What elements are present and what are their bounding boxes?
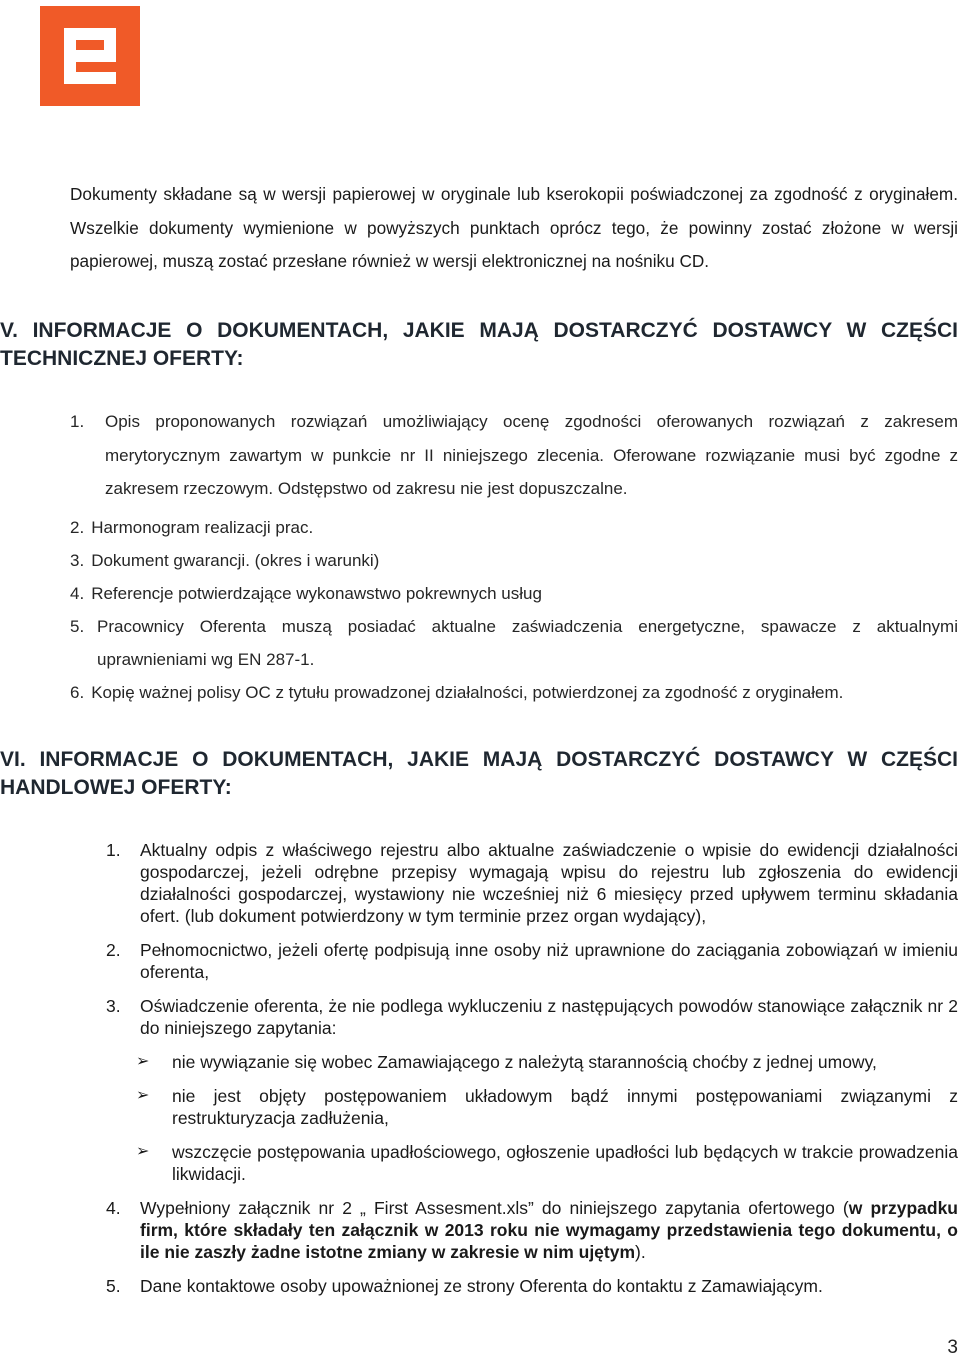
list-item-text: Dane kontaktowe osoby upoważnionej ze strony Oferenta do kontaktu z Zamawiającym. xyxy=(140,1276,823,1296)
page-number: 3 xyxy=(947,1337,958,1358)
list-item-text xyxy=(140,1197,958,1263)
list-item-text: Aktualny odpis z właściwego rejestru albo aktualne zaświadczenie o wpisie do ewidencji działalności gospodarczej, jeżeli odrębne przepisy wymagają wpisu do rejestru lub zgłoszenia do ewidencji działalności gospodarczej, wystawiony nie wcześniej niż 6 miesięcy przed upływem terminu składania ofert. (lub dokument potwierdzony w tym terminie przez organ wydający), xyxy=(140,840,958,926)
list-item-text: Pracownicy Oferenta muszą posiadać aktualne zaświadczenia energetyczne, spawacze z aktualnymi uprawnieniami wg EN 287-1. xyxy=(97,616,958,669)
list-item-number: 1. xyxy=(106,840,121,860)
section-5-heading: V. INFORMACJE O DOKUMENTACH, JAKIE MAJĄ DOSTARCZYĆ DOSTAWCY W CZĘŚCI TECHNICZNEJ OFERTY: xyxy=(0,319,958,370)
list-item-number: 6. xyxy=(70,682,85,702)
intro-paragraph xyxy=(70,178,958,279)
list-item xyxy=(106,995,958,1039)
list-item xyxy=(136,1085,958,1129)
list-item-text: Opis proponowanych rozwiązań umożliwiający ocenę zgodności oferowanych rozwiązań z zakresem merytorycznym zawartym w punkcie nr II niniejszego zlecenia. Oferowane rozwiązanie musi być zgodne z zakresem rzeczowym. Odstępstwo od zakresu nie jest dopuszczalne. xyxy=(105,412,958,498)
list-item xyxy=(106,1275,958,1297)
list-item-number: 4. xyxy=(106,1198,121,1218)
bullet-text: wszczęcie postępowania upadłościowego, ogłoszenie upadłości lub będących w trakcie prowadzenia likwidacji. xyxy=(172,1142,958,1184)
list-item xyxy=(70,676,958,709)
bullet-text: nie wywiązanie się wobec Zamawiającego z należytą starannością choćby z jednej umowy, xyxy=(172,1052,877,1072)
list-item-text: Dokument gwarancji. (okres i warunki) xyxy=(91,550,380,570)
list-item xyxy=(136,1051,958,1073)
list-item-number: 4. xyxy=(70,583,85,603)
list-item xyxy=(70,405,958,506)
arrow-bullet-icon: ➢ xyxy=(136,1143,150,1160)
arrow-bullet-icon: ➢ xyxy=(136,1087,150,1104)
list-item-text: Referencje potwierdzające wykonawstwo pokrewnych usług xyxy=(91,583,542,603)
intro-text: Dokumenty składane są w wersji papierowej w oryginale lub kserokopii poświadczonej za zgodność z oryginałem. Wszelkie dokumenty wymienione w powyższych punktach oprócz tego, że powinny zostać złożone w wersji papierowej, muszą zostać przesłane również w wersji elektronicznej na nośniku CD. xyxy=(70,184,958,271)
bullet-text: nie jest objęty postępowaniem układowym bądź innymi postępowaniami związanymi z restrukturyzacja zadłużenia, xyxy=(172,1086,958,1128)
list-item xyxy=(70,610,958,676)
list-item-text-bold: w przypadku firm, które składały ten załącznik w 2013 roku nie wymagamy przedstawienia tego dokumentu, o ile nie zaszły żadne istotne zmiany w zakresie w nim ujętym xyxy=(140,1198,958,1262)
list-item-number: 5. xyxy=(106,1276,121,1296)
exclusion-bullet-list xyxy=(106,1051,958,1185)
list-item xyxy=(70,511,958,544)
list-item xyxy=(106,839,958,927)
arrow-bullet-icon: ➢ xyxy=(136,1053,150,1070)
section-6-heading: VI. INFORMACJE O DOKUMENTACH, JAKIE MAJĄ DOSTARCZYĆ DOSTAWCY W CZĘŚCI HANDLOWEJ OFERTY: xyxy=(0,748,958,799)
company-logo xyxy=(40,6,140,106)
list-item-number: 1. xyxy=(70,412,85,431)
section-6-list xyxy=(106,839,958,1297)
list-item-text-part: ). xyxy=(635,1242,646,1262)
list-item-number: 2. xyxy=(106,940,121,960)
list-item-number: 2. xyxy=(70,517,85,537)
list-item xyxy=(136,1141,958,1185)
list-item xyxy=(106,1197,958,1263)
list-item xyxy=(70,577,958,610)
list-item-text: Kopię ważnej polisy OC z tytułu prowadzonej działalności, potwierdzonej za zgodność z oryginałem. xyxy=(91,682,844,702)
list-item-text-part: Wypełniony załącznik nr 2 „ First Assesment.xls” do niniejszego zapytania ofertowego ( xyxy=(140,1198,849,1218)
list-item-text: Pełnomocnictwo, jeżeli ofertę podpisują inne osoby niż uprawnione do zaciągania zobowiązań w imieniu oferenta, xyxy=(140,940,958,982)
list-item-number: 5. xyxy=(70,616,85,636)
list-item-text: Harmonogram realizacji prac. xyxy=(91,517,314,537)
list-item-number: 3. xyxy=(70,550,85,570)
section-5-list xyxy=(70,405,958,709)
list-item-number: 3. xyxy=(106,996,121,1016)
list-item xyxy=(70,544,958,577)
logo-mark-icon xyxy=(40,6,140,106)
list-item-text: Oświadczenie oferenta, że nie podlega wykluczeniu z następujących powodów stanowiące załącznik nr 2 do niniejszego zapytania: xyxy=(140,996,958,1038)
list-item xyxy=(106,939,958,983)
